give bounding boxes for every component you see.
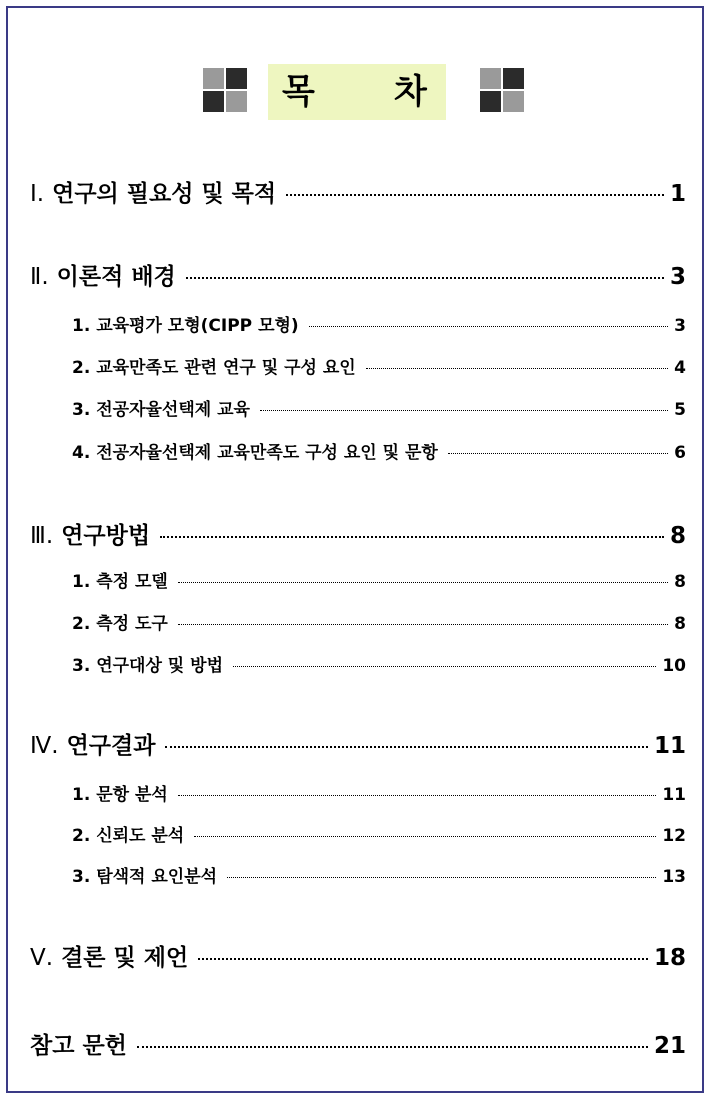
toc-subsection[interactable] xyxy=(72,865,686,889)
toc-subsection[interactable] xyxy=(72,570,686,594)
toc-leader-dots xyxy=(178,582,668,583)
toc-subsection[interactable] xyxy=(72,398,686,422)
toc-subsection-title: 2. 측정 도구 xyxy=(72,614,168,634)
toc-page-number: 21 xyxy=(653,1033,686,1059)
toc-page-number: 3 xyxy=(674,316,686,336)
toc-subsection-title: 2. 신뢰도 분석 xyxy=(72,826,185,846)
toc-subsection-title: 1. 측정 모델 xyxy=(72,572,168,592)
toc-title xyxy=(0,62,714,120)
toc-page-number: 6 xyxy=(674,443,686,463)
toc-leader-dots xyxy=(160,536,664,538)
toc-page-number: 4 xyxy=(674,358,686,378)
toc-section-3[interactable] xyxy=(30,520,686,552)
toc-section-label xyxy=(30,178,276,210)
toc-page-number: 11 xyxy=(662,785,686,805)
toc-page-number: 8 xyxy=(669,523,686,549)
toc-section-numeral: Ⅴ. xyxy=(30,945,54,971)
title-highlight xyxy=(268,64,446,120)
toc-section-numeral: Ⅳ. xyxy=(30,733,59,759)
toc-section-1[interactable] xyxy=(30,178,686,210)
toc-section-title: 이론적 배경 xyxy=(56,264,176,290)
toc-leader-dots xyxy=(286,194,664,196)
toc-subsection[interactable] xyxy=(72,612,686,636)
toc-page-number: 18 xyxy=(653,945,686,971)
toc-subsection-title: 1. 문항 분석 xyxy=(72,785,168,805)
toc-leader-dots xyxy=(194,836,656,837)
toc-page-number: 1 xyxy=(669,181,686,207)
toc-leader-dots xyxy=(309,326,668,327)
toc-section-label xyxy=(30,261,176,293)
toc-section-title: 결론 및 제언 xyxy=(61,945,189,971)
toc-subsection-title: 3. 전공자율선택제 교육 xyxy=(72,400,250,420)
toc-section-numeral: Ⅱ. xyxy=(30,264,49,290)
toc-leader-dots xyxy=(260,410,668,411)
toc-subsection[interactable] xyxy=(72,356,686,380)
toc-subsection-title: 4. 전공자율선택제 교육만족도 구성 요인 및 문항 xyxy=(72,443,438,463)
toc-section-label xyxy=(30,520,150,552)
toc-page-number: 10 xyxy=(662,656,686,676)
toc-section-label xyxy=(30,730,155,762)
toc-page-number: 13 xyxy=(662,867,686,887)
toc-subsection-title: 1. 교육평가 모형(CIPP 모형) xyxy=(72,316,299,336)
toc-section-numeral: Ⅰ. xyxy=(30,181,45,207)
toc-references[interactable] xyxy=(30,1030,686,1062)
toc-page-number: 11 xyxy=(653,733,686,759)
title-text-right: 차 xyxy=(394,72,427,112)
toc-leader-dots xyxy=(366,368,668,369)
toc-section-title: 연구결과 xyxy=(66,733,156,759)
toc-leader-dots xyxy=(137,1046,648,1048)
toc-leader-dots xyxy=(178,795,657,796)
toc-page-number: 8 xyxy=(674,572,686,592)
toc-leader-dots xyxy=(186,277,664,279)
toc-subsection[interactable] xyxy=(72,314,686,338)
toc-page-number: 5 xyxy=(674,400,686,420)
toc-subsection[interactable] xyxy=(72,824,686,848)
toc-subsection[interactable] xyxy=(72,441,686,465)
toc-section-4[interactable] xyxy=(30,730,686,762)
toc-references-title: 참고 문헌 xyxy=(30,1033,127,1059)
decorative-squares-icon xyxy=(203,68,247,112)
toc-leader-dots xyxy=(227,877,656,878)
toc-leader-dots xyxy=(178,624,668,625)
toc-section-2[interactable] xyxy=(30,261,686,293)
toc-leader-dots xyxy=(233,666,656,667)
toc-section-title: 연구방법 xyxy=(61,523,151,549)
toc-subsection[interactable] xyxy=(72,654,686,678)
decorative-squares-icon xyxy=(480,68,524,112)
toc-section-label xyxy=(30,942,188,974)
toc-leader-dots xyxy=(198,958,648,960)
toc-leader-dots xyxy=(448,453,668,454)
toc-section-5[interactable] xyxy=(30,942,686,974)
toc-subsection[interactable] xyxy=(72,783,686,807)
toc-subsection-title: 3. 연구대상 및 방법 xyxy=(72,656,223,676)
title-text-left: 목 xyxy=(282,72,315,112)
toc-section-title: 연구의 필요성 및 목적 xyxy=(52,181,277,207)
toc-page-number: 12 xyxy=(662,826,686,846)
toc-section-numeral: Ⅲ. xyxy=(30,523,54,549)
toc-subsection-title: 3. 탐색적 요인분석 xyxy=(72,867,218,887)
toc-leader-dots xyxy=(165,746,648,748)
toc-subsection-title: 2. 교육만족도 관련 연구 및 구성 요인 xyxy=(72,358,356,378)
toc-page-number: 8 xyxy=(674,614,686,634)
toc-page-number: 3 xyxy=(669,264,686,290)
